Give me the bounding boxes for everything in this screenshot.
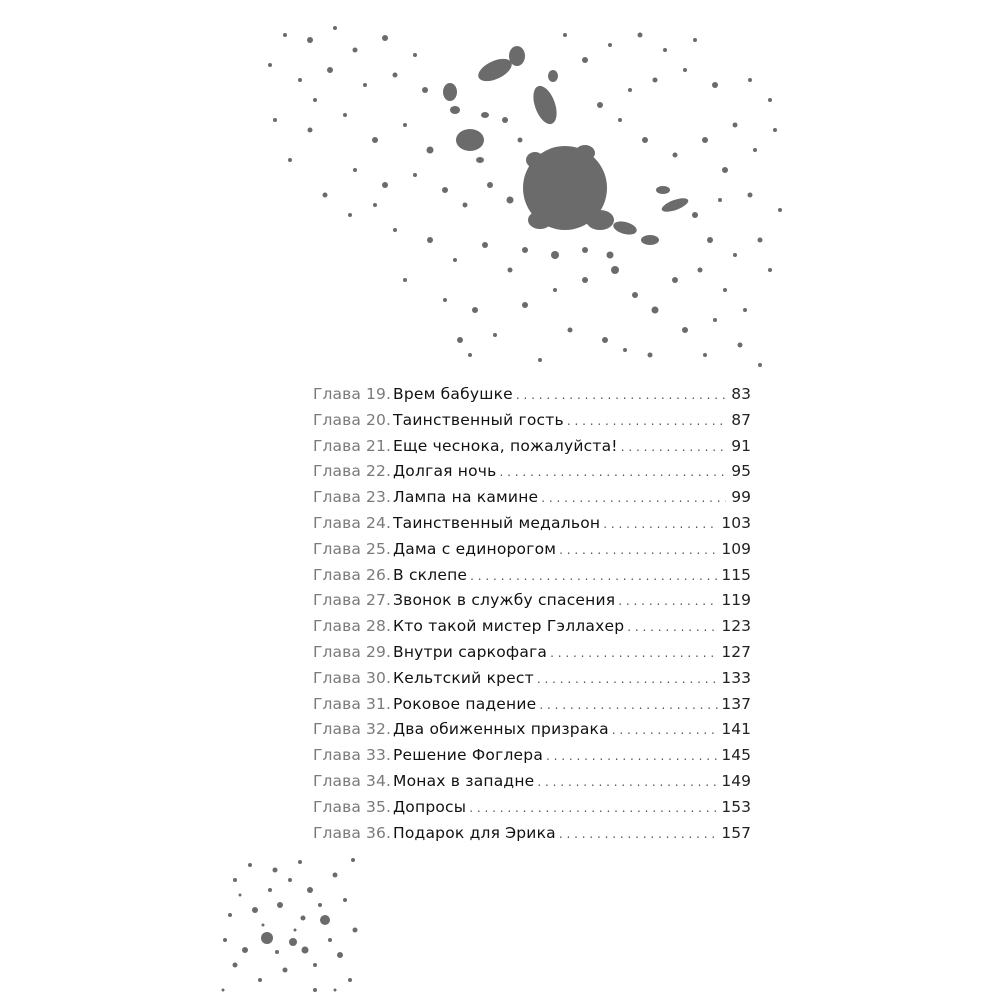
chapter-label: Глава 24. <box>313 513 391 532</box>
page-number: 109 <box>721 539 751 558</box>
toc-entry[interactable] <box>313 459 751 485</box>
page-number: 91 <box>731 436 751 455</box>
chapter-title: Лампа на камине <box>393 488 539 507</box>
dot-leader <box>603 512 718 538</box>
chapter-title: Два обиженных призрака <box>393 720 609 739</box>
toc-entry[interactable] <box>313 485 751 511</box>
page-number: 157 <box>721 823 751 842</box>
page-number: 153 <box>721 797 751 816</box>
dot-leader <box>559 538 718 564</box>
toc-entry[interactable] <box>313 717 751 743</box>
chapter-label: Глава 25. <box>313 539 391 558</box>
toc-entry[interactable] <box>313 769 751 795</box>
dot-leader <box>516 383 726 409</box>
chapter-label: Глава 21. <box>313 436 391 455</box>
dot-leader <box>546 744 718 770</box>
page-number: 137 <box>721 694 751 713</box>
dot-leader <box>627 615 718 641</box>
dot-leader <box>539 693 718 719</box>
toc-entry[interactable] <box>313 821 751 847</box>
page-number: 119 <box>721 591 751 610</box>
dot-leader <box>550 641 718 667</box>
toc-entry[interactable] <box>313 666 751 692</box>
ink-splatter-icon <box>255 10 795 380</box>
chapter-title: Внутри саркофага <box>393 642 548 661</box>
page-number: 103 <box>721 513 751 532</box>
dot-leader <box>567 409 726 435</box>
page-number: 95 <box>731 462 751 481</box>
chapter-label: Глава 33. <box>313 746 391 765</box>
ink-splatter-small-icon <box>215 850 365 1000</box>
page-number: 83 <box>731 385 751 403</box>
chapter-title: Решение Фоглера <box>393 746 544 765</box>
toc-entry[interactable] <box>313 382 751 408</box>
dot-leader <box>618 589 718 615</box>
dot-leader <box>559 822 719 848</box>
page-number: 145 <box>721 746 751 765</box>
dot-leader <box>612 718 719 744</box>
dot-leader <box>541 486 726 512</box>
page-number: 87 <box>731 410 751 429</box>
chapter-label: Глава 23. <box>313 488 391 507</box>
chapter-label: Глава 22. <box>313 462 391 481</box>
chapter-label: Глава 35. <box>313 797 391 816</box>
toc-entry[interactable] <box>313 795 751 821</box>
chapter-title: Таинственный гость <box>393 410 564 429</box>
page-number: 133 <box>721 668 751 687</box>
page-number: 141 <box>721 720 751 739</box>
chapter-title: Допросы <box>393 797 467 816</box>
page-number: 115 <box>721 565 751 584</box>
chapter-title: Дама с единорогом <box>393 539 557 558</box>
chapter-label: Глава 28. <box>313 617 391 636</box>
dot-leader <box>621 435 726 461</box>
toc-entry[interactable] <box>313 434 751 460</box>
dot-leader <box>537 667 719 693</box>
dot-leader <box>470 564 718 590</box>
chapter-title: Роковое падение <box>393 694 537 713</box>
toc-entry[interactable] <box>313 614 751 640</box>
toc-entry[interactable] <box>313 563 751 589</box>
chapter-title: Долгая ночь <box>393 462 497 481</box>
toc-entry[interactable] <box>313 640 751 666</box>
toc-entry[interactable] <box>313 511 751 537</box>
chapter-title: Врем бабушке <box>393 385 513 403</box>
chapter-title: Кельтский крест <box>393 668 534 687</box>
chapter-label: Глава 19. <box>313 385 391 403</box>
chapter-title: Подарок для Эрика <box>393 823 556 842</box>
toc-entry[interactable] <box>313 537 751 563</box>
chapter-label: Глава 32. <box>313 720 391 739</box>
chapter-label: Глава 34. <box>313 771 391 790</box>
page-number: 149 <box>721 771 751 790</box>
dot-leader <box>537 770 718 796</box>
dot-leader <box>469 796 718 822</box>
page-number: 123 <box>721 617 751 636</box>
chapter-label: Глава 27. <box>313 591 391 610</box>
chapter-label: Глава 29. <box>313 642 391 661</box>
page-number: 127 <box>721 642 751 661</box>
chapter-label: Глава 31. <box>313 694 391 713</box>
chapter-label: Глава 20. <box>313 410 391 429</box>
chapter-label: Глава 26. <box>313 565 391 584</box>
toc-entry[interactable] <box>313 588 751 614</box>
chapter-label: Глава 30. <box>313 668 391 687</box>
dot-leader <box>500 460 726 486</box>
toc-entry[interactable] <box>313 408 751 434</box>
chapter-label: Глава 36. <box>313 823 391 842</box>
toc-entry[interactable] <box>313 692 751 718</box>
chapter-title: В склепе <box>393 565 468 584</box>
chapter-title: Звонок в службу спасения <box>393 591 616 610</box>
chapter-title: Еще чеснока, пожалуйста! <box>393 436 618 455</box>
toc-entry[interactable] <box>313 743 751 769</box>
page-number: 99 <box>731 488 751 507</box>
table-of-contents <box>313 382 751 846</box>
chapter-title: Кто такой мистер Гэллахер <box>393 617 625 636</box>
chapter-title: Монах в западне <box>393 771 535 790</box>
chapter-title: Таинственный медальон <box>393 513 601 532</box>
